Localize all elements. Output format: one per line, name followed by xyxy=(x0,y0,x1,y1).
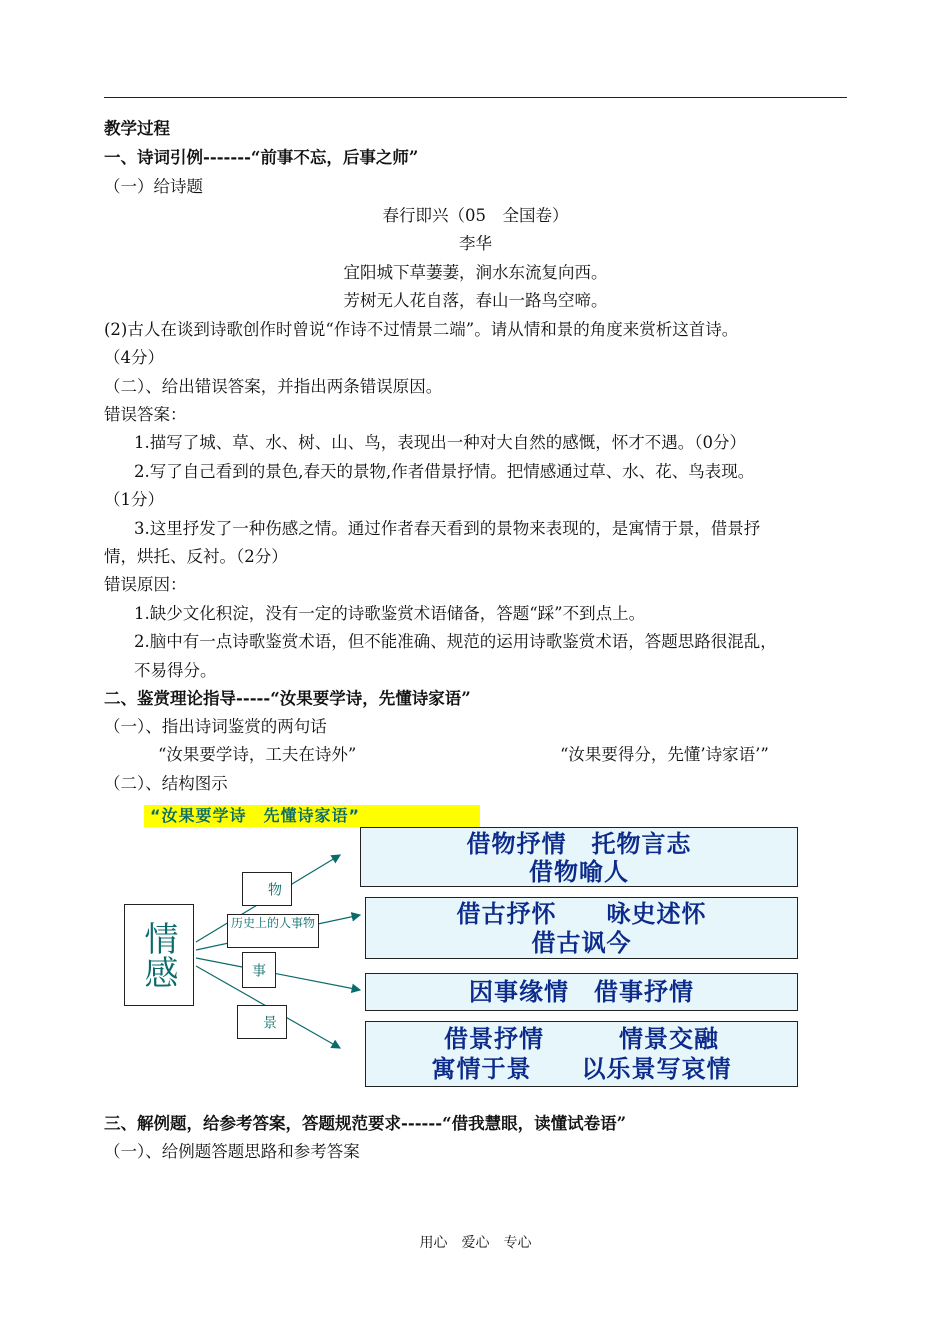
node-shi: 事 xyxy=(242,952,276,988)
wrong-reason-2-line-2: 不易得分。 xyxy=(134,661,217,680)
section-1-sub2: （二）、给出错误答案，并指出两条错误原因。 xyxy=(104,377,443,396)
poem-author: 李华 xyxy=(459,234,492,253)
question-line-1: (2)古人在谈到诗歌创作时曾说“作诗不过情景二端”。请从情和景的角度来赏析这首诗。 xyxy=(104,320,739,339)
section-3-sub1: （一）、给例题答题思路和参考答案 xyxy=(104,1142,360,1161)
wrong-answer-3-line-1: 3.这里抒发了一种伤感之情。通过作者春天看到的景物来表现的，是寓情于景，借景抒 xyxy=(134,519,761,538)
wrong-reason-label: 错误原因： xyxy=(104,575,187,594)
wrong-answer-2-line-1: 2.写了自己看到的景色,春天的景物,作者借景抒情。把情感通过草、水、花、鸟表现。 xyxy=(134,462,755,481)
node-history: 历史上的人事物 xyxy=(227,914,319,948)
wrong-answer-1: 1.描写了城、草、水、树、山、鸟，表现出一种对大自然的感慨，怀才不遇。（0分） xyxy=(134,433,746,452)
poem-title: 春行即兴（05 全国卷） xyxy=(382,206,569,225)
wrong-answer-label: 错误答案： xyxy=(104,405,187,424)
center-emotion-box: 情感 xyxy=(124,904,194,1006)
heading: 教学过程 xyxy=(104,119,170,138)
box-2-line-2: 借古讽今 xyxy=(531,929,632,957)
box-4 xyxy=(365,1021,798,1087)
box-2-line-1: 借古抒怀 咏史述怀 xyxy=(456,900,707,928)
node-jing: 景 xyxy=(237,1005,287,1039)
wrong-answer-2-line-2: （1分） xyxy=(104,490,164,509)
box-4-line-2: 寓情于景 以乐景写哀情 xyxy=(431,1055,732,1083)
section-3-title: 三、解例题，给参考答案，答题规范要求------“借我慧眼，读懂试卷语” xyxy=(104,1114,627,1133)
poem-line-1: 宜阳城下草萋萋，涧水东流复向西。 xyxy=(343,263,608,282)
wrong-reason-1: 1.缺少文化积淀，没有一定的诗歌鉴赏术语储备，答题“踩”不到点上。 xyxy=(134,604,646,623)
section-2-sub1: （一）、指出诗词鉴赏的两句话 xyxy=(104,717,327,736)
wrong-answer-3-line-2: 情，烘托、反衬。（2分） xyxy=(104,547,288,566)
box-2 xyxy=(365,897,798,959)
header-rule xyxy=(104,97,847,98)
structure-diagram xyxy=(104,800,847,1100)
box-1-line-1: 借物抒情 托物言志 xyxy=(466,830,692,858)
section-2-title: 二、鉴赏理论指导-----“汝果要学诗，先懂诗家语” xyxy=(104,689,471,708)
box-1-line-2: 借物喻人 xyxy=(529,858,629,886)
section-2-sub2: （二）、结构图示 xyxy=(104,774,228,793)
poem-line-2: 芳树无人花自落，春山一路鸟空啼。 xyxy=(343,291,608,310)
page-footer: 用心 爱心 专心 xyxy=(419,1235,532,1251)
node-wu: 物 xyxy=(242,872,292,906)
question-line-2: （4分） xyxy=(104,348,164,367)
arrow-to-box-3 xyxy=(196,958,360,990)
quote-2: “汝果要得分，先懂’诗家语’” xyxy=(560,745,769,764)
section-1-sub1: （一）给诗题 xyxy=(104,177,203,196)
box-1 xyxy=(360,827,798,887)
quote-1: “汝果要学诗，工夫在诗外” xyxy=(158,745,357,764)
box-4-line-1: 借景抒情 情景交融 xyxy=(444,1025,719,1053)
box-3: 因事缘情 借事抒情 xyxy=(365,973,798,1011)
section-1-title: 一、诗词引例-------“前事不忘，后事之师” xyxy=(104,148,419,167)
diagram-banner: “汝果要学诗 先懂诗家语” xyxy=(144,805,480,827)
wrong-reason-2-line-1: 2.脑中有一点诗歌鉴赏术语，但不能准确、规范的运用诗歌鉴赏术语，答题思路很混乱， xyxy=(134,632,777,651)
